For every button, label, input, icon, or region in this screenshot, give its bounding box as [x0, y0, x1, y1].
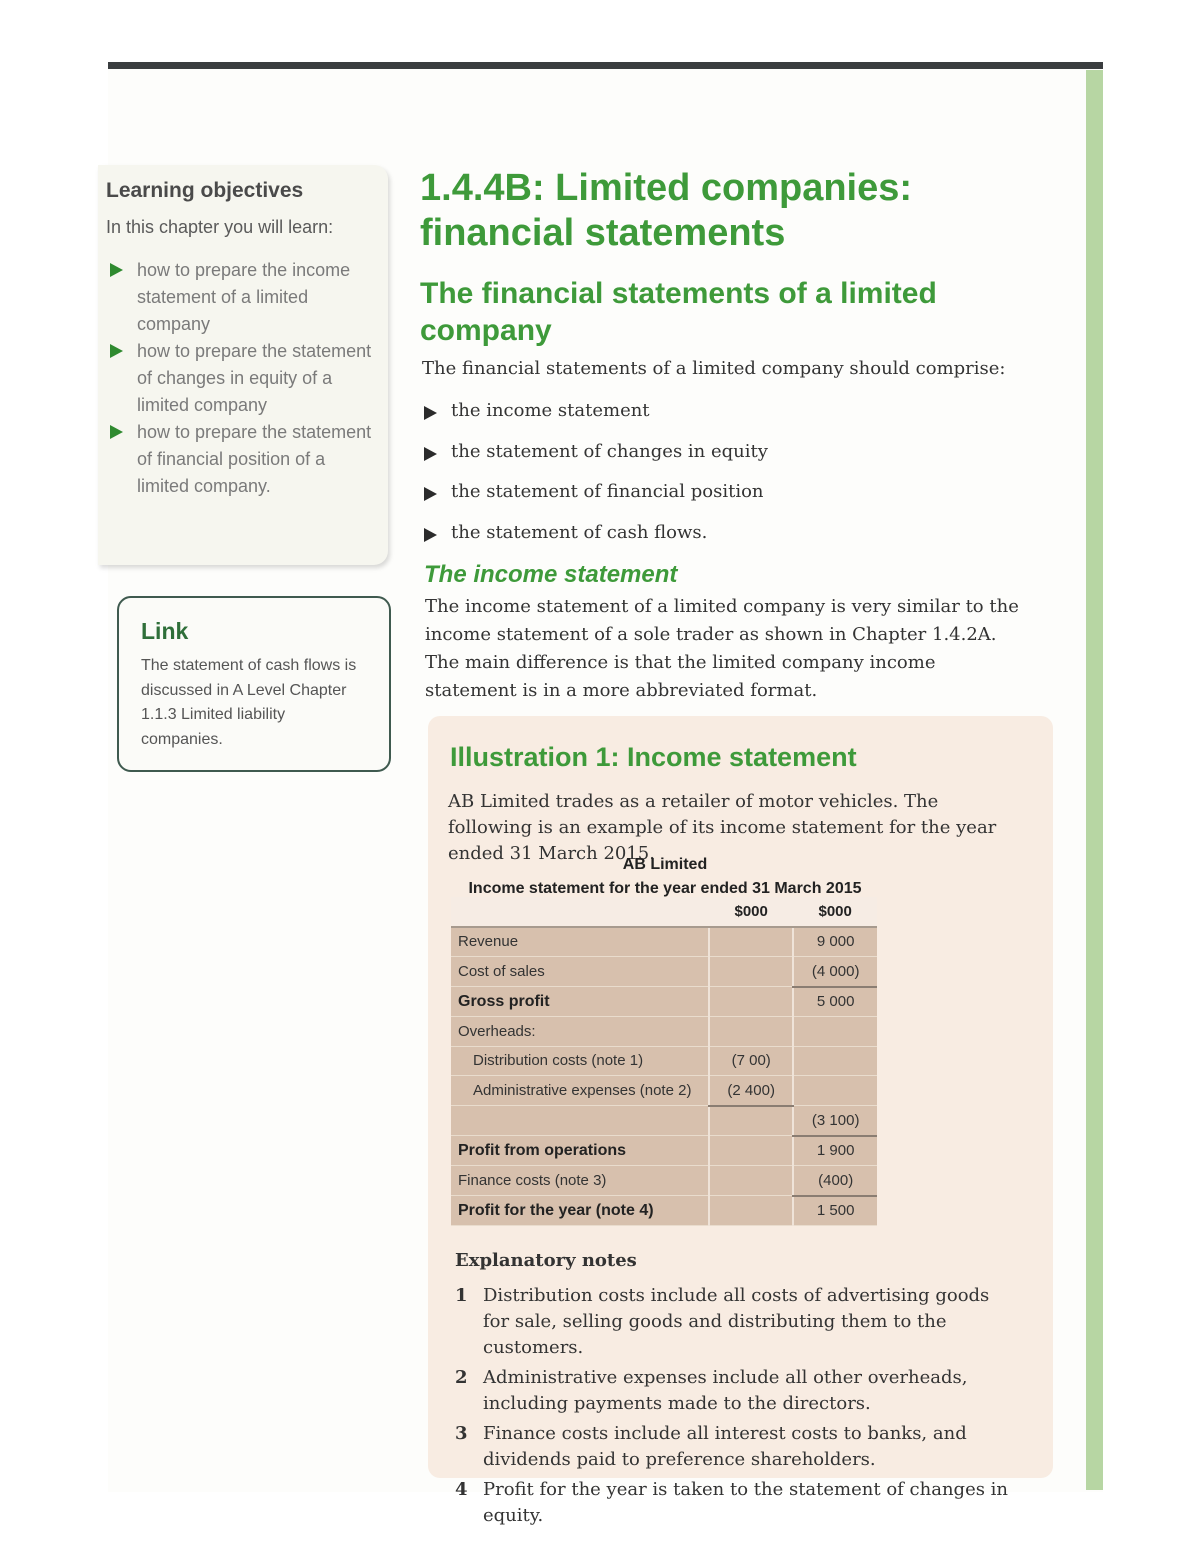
page-edge-strip	[1086, 70, 1103, 1490]
row-value-2	[793, 1046, 877, 1076]
income-statement-paragraph: The income statement of a limited company is very similar to the income statement of a sole trader as shown in Chapter 1.4.2A. The main difference is that the limited company income statement is in a more abbreviated format.	[425, 596, 1019, 701]
table-header-blank	[451, 897, 709, 927]
note-number: 2	[455, 1367, 468, 1388]
statement-text: the income statement	[451, 400, 650, 421]
row-label: Profit from operations	[451, 1136, 709, 1166]
row-value-1: (7 00)	[709, 1046, 793, 1076]
table-row	[451, 1106, 877, 1136]
column-header: $000	[709, 897, 793, 927]
table-row	[451, 927, 877, 957]
table-row	[451, 987, 877, 1017]
note-item	[455, 1283, 1015, 1361]
statements-list	[424, 400, 768, 562]
illustration-text: AB Limited trades as a retailer of motor vehicles. The following is an example of its income statement for the year ended 31 March 2015.	[448, 791, 997, 864]
table-row	[451, 1136, 877, 1166]
triangle-bullet-icon	[424, 487, 437, 501]
notes-title: Explanatory notes	[455, 1250, 637, 1271]
row-value-1	[709, 1017, 793, 1047]
row-label: Distribution costs (note 1)	[451, 1046, 709, 1076]
row-value-1	[709, 1136, 793, 1166]
row-value-2	[793, 1017, 877, 1047]
statement-item	[424, 522, 768, 563]
note-text: Administrative expenses include all other overheads, including payments made to the directors.	[483, 1367, 968, 1414]
row-value-1	[709, 1106, 793, 1136]
statement-title: Income statement for the year ended 31 March 2015	[468, 880, 862, 897]
row-label: Profit for the year (note 4)	[451, 1196, 709, 1226]
learning-objectives-title: Learning objectives	[106, 179, 304, 202]
row-label	[451, 1106, 709, 1136]
note-item	[455, 1477, 1015, 1529]
triangle-bullet-icon	[110, 263, 123, 277]
objective-text: how to prepare the statement of financial position of a limited company.	[137, 422, 372, 496]
row-value-1	[709, 1196, 793, 1226]
note-number: 3	[455, 1423, 468, 1444]
row-value-1	[709, 1166, 793, 1196]
row-value-1: (2 400)	[709, 1076, 793, 1106]
statement-text: the statement of changes in equity	[451, 440, 768, 462]
row-value-2: 1 500	[793, 1196, 877, 1226]
note-text: Distribution costs include all costs of advertising goods for sale, selling goods and distributing them to the customers.	[483, 1285, 990, 1358]
row-value-1	[709, 927, 793, 957]
column-header: $000	[793, 897, 877, 927]
triangle-bullet-icon	[110, 425, 123, 439]
row-value-1	[709, 957, 793, 987]
row-value-2	[793, 1076, 877, 1106]
table-row	[451, 1046, 877, 1076]
table-row	[451, 1076, 877, 1106]
illustration-title: Illustration 1: Income statement	[450, 742, 857, 772]
objective-text: how to prepare the income statement of a limited company	[137, 260, 351, 334]
income-statement-heading: The income statement	[424, 561, 678, 588]
table-row	[451, 1017, 877, 1047]
objective-text: how to prepare the statement of changes in equity of a limited company	[137, 341, 372, 415]
note-text: Finance costs include all interest costs to banks, and dividends paid to preference shareholders.	[483, 1423, 967, 1470]
statement-item	[424, 400, 768, 441]
row-label: Finance costs (note 3)	[451, 1166, 709, 1196]
triangle-bullet-icon	[424, 528, 437, 542]
link-box	[117, 596, 391, 772]
section-heading: The financial statements of a limited company	[420, 277, 937, 347]
income-statement-table	[451, 897, 877, 1226]
link-title: Link	[141, 618, 189, 644]
note-number: 4	[455, 1479, 468, 1500]
triangle-bullet-icon	[424, 447, 437, 461]
row-value-2: (400)	[793, 1166, 877, 1196]
notes-list	[455, 1283, 1015, 1533]
note-number: 1	[455, 1285, 468, 1306]
learning-objectives-intro: In this chapter you will learn:	[106, 217, 334, 237]
row-label: Gross profit	[451, 987, 709, 1017]
row-value-2: 9 000	[793, 927, 877, 957]
statement-item	[424, 481, 768, 522]
objective-item	[108, 338, 378, 419]
chapter-heading: 1.4.4B: Limited companies: financial statements	[420, 167, 913, 254]
row-label: Overheads:	[451, 1017, 709, 1047]
intro-paragraph: The financial statements of a limited company should comprise:	[422, 358, 1006, 379]
row-label: Cost of sales	[451, 957, 709, 987]
row-label: Administrative expenses (note 2)	[451, 1076, 709, 1106]
statement-text: the statement of financial position	[451, 481, 764, 502]
note-item	[455, 1365, 1015, 1417]
objective-item	[108, 257, 378, 338]
table-row	[451, 1196, 877, 1226]
note-item	[455, 1421, 1015, 1473]
page-top-bar	[108, 62, 1103, 69]
row-value-1	[709, 987, 793, 1017]
table-header-row	[451, 897, 877, 927]
triangle-bullet-icon	[424, 406, 437, 420]
row-label: Revenue	[451, 927, 709, 957]
table-row	[451, 957, 877, 987]
statement-text: the statement of cash flows.	[451, 521, 708, 543]
table-row	[451, 1166, 877, 1196]
learning-objectives-box	[98, 165, 388, 565]
company-name: AB Limited	[622, 856, 708, 873]
triangle-bullet-icon	[110, 344, 123, 358]
link-text: The statement of cash flows is discussed in A Level Chapter 1.1.3 Limited liability companies.	[141, 657, 357, 748]
statement-item	[424, 441, 768, 482]
learning-objectives-list	[108, 257, 378, 500]
row-value-2: 5 000	[793, 987, 877, 1017]
row-value-2: 1 900	[793, 1136, 877, 1166]
statement-header	[455, 853, 875, 901]
row-value-2: (4 000)	[793, 957, 877, 987]
row-value-2: (3 100)	[793, 1106, 877, 1136]
objective-item	[108, 419, 378, 500]
note-text: Profit for the year is taken to the statement of changes in equity.	[483, 1479, 1009, 1526]
